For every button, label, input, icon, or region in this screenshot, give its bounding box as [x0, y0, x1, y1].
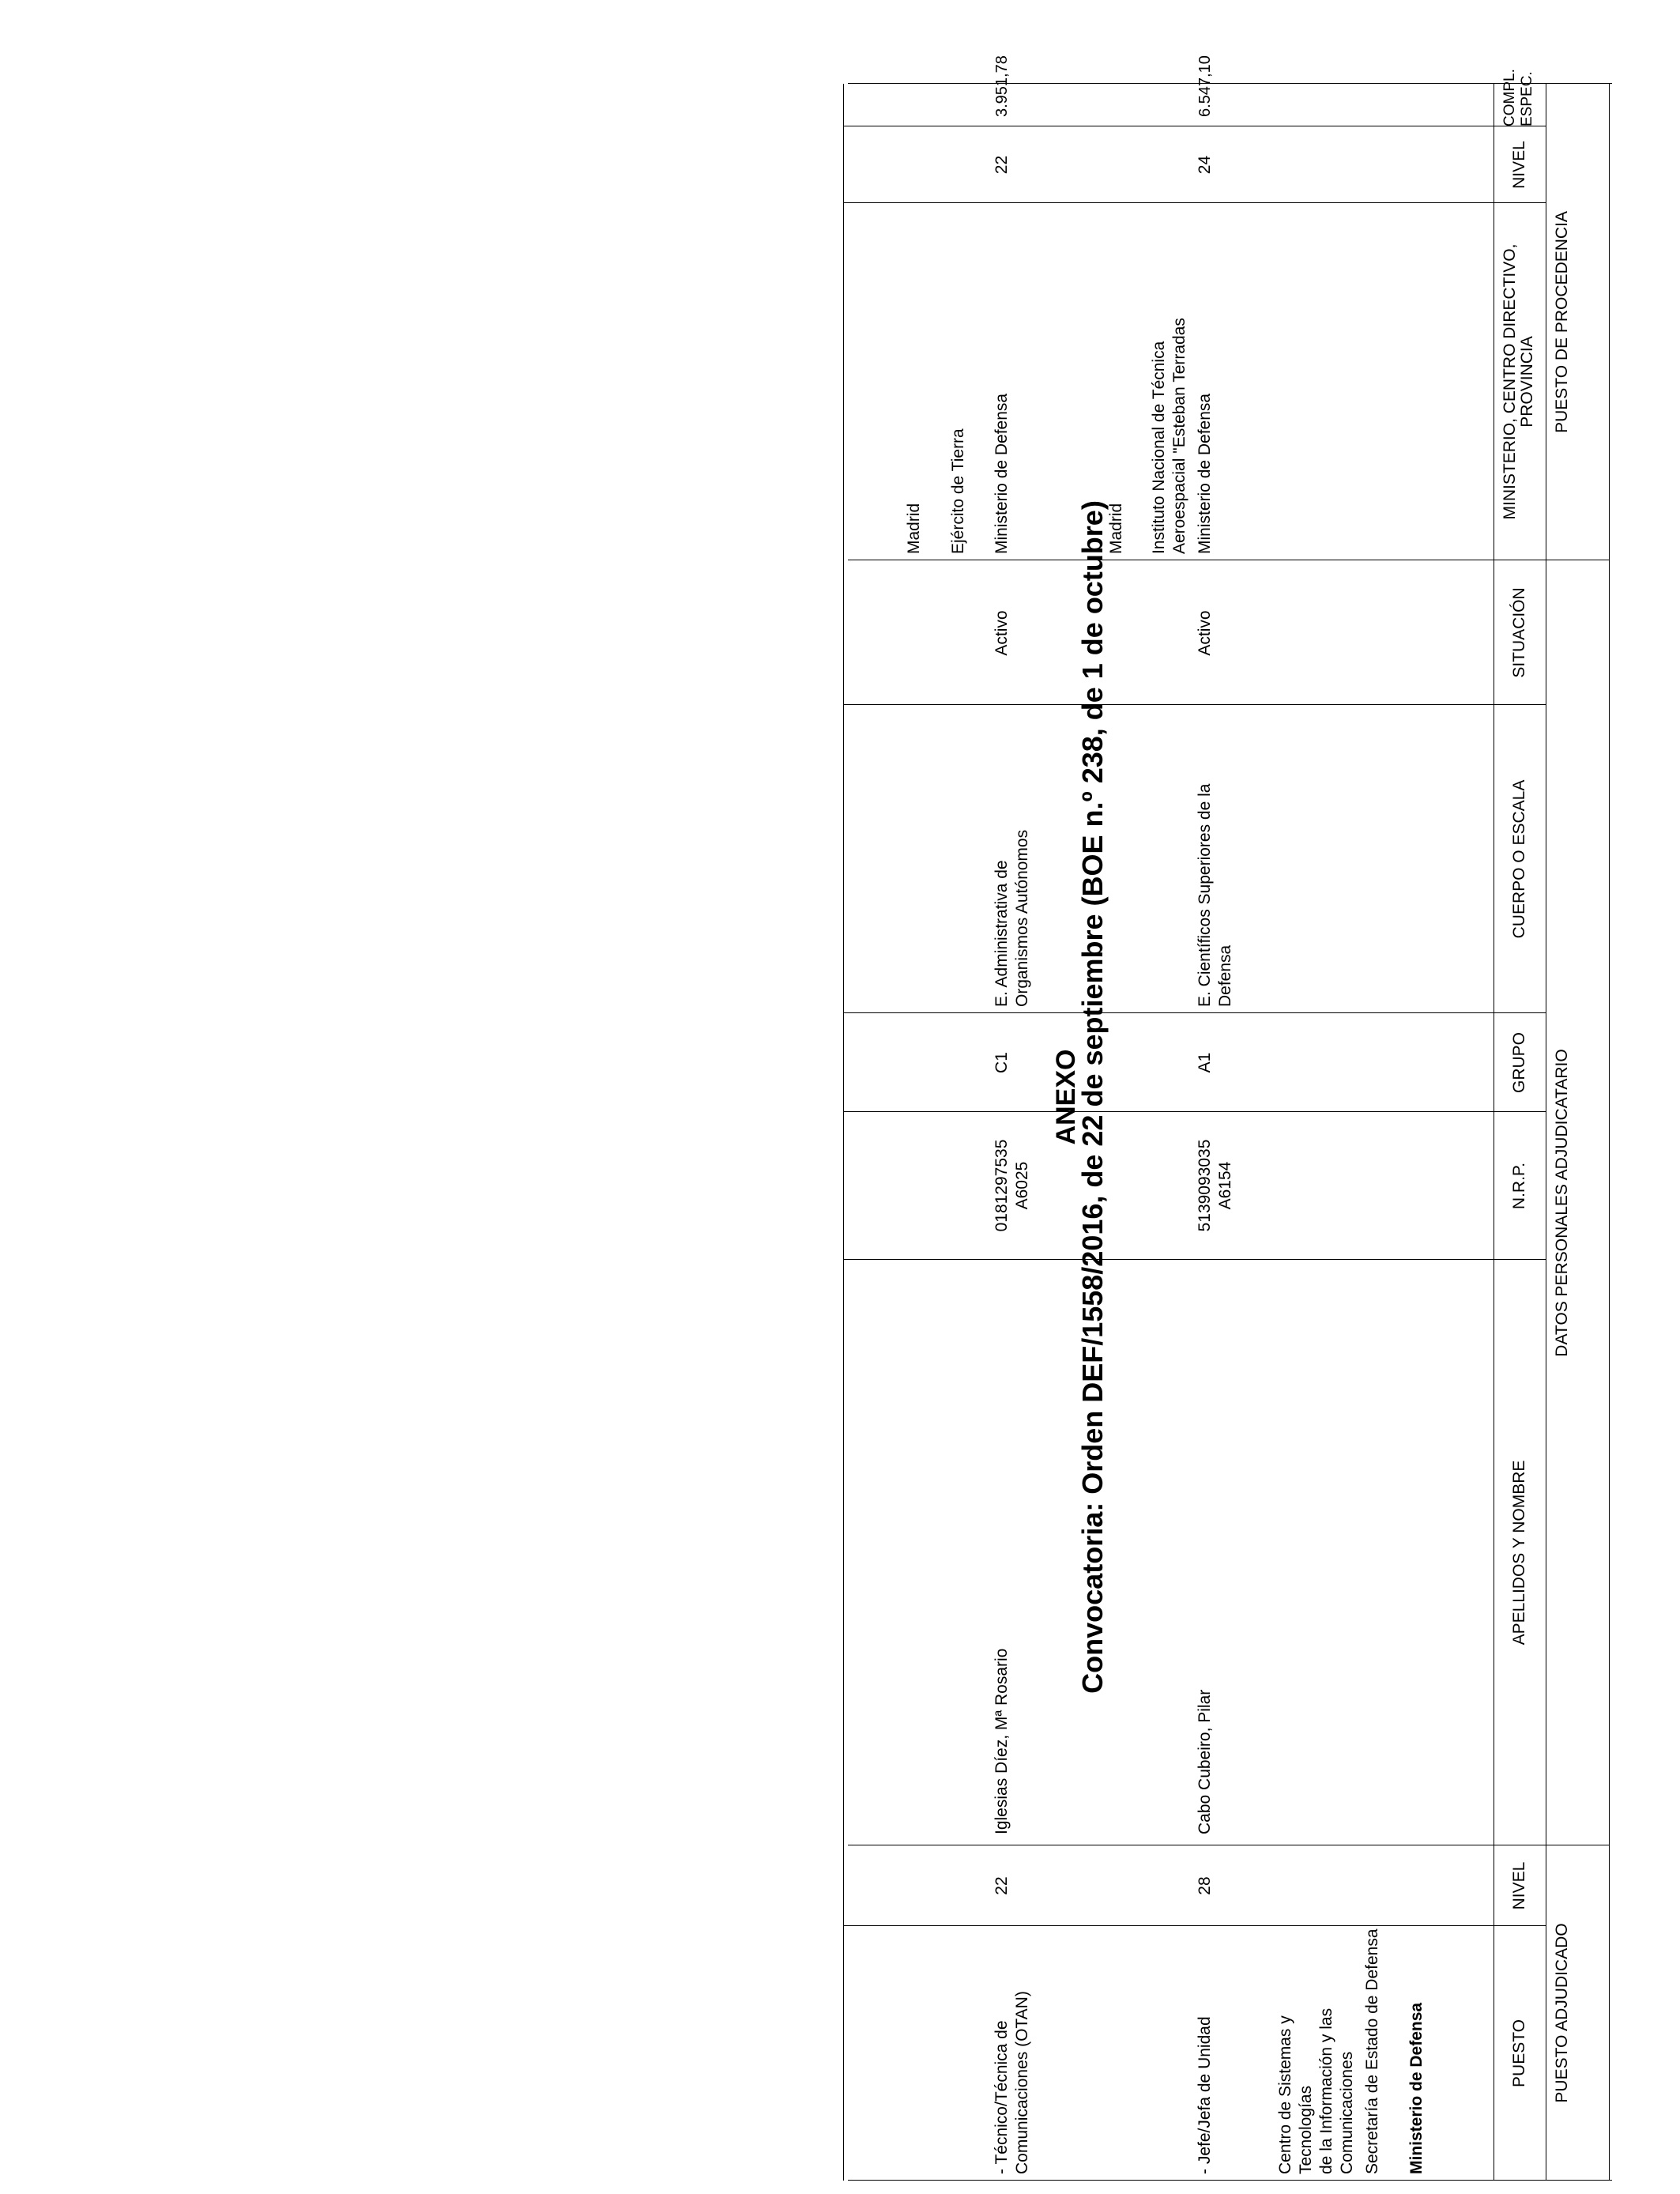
row2-grupo: C1: [993, 1052, 1011, 1073]
sep-cuerpo-situacion: [843, 704, 1546, 705]
row1-nivel-procedencia: 24: [1196, 155, 1214, 175]
col-cuerpo: CUERPO O ESCALA: [1510, 779, 1528, 939]
row2-puesto-line1: - Técnico/Técnica de: [993, 2020, 1011, 2174]
row2-nrp-line2: A6025: [1013, 1161, 1031, 1210]
col-grupo: GRUPO: [1510, 1032, 1528, 1094]
group-puesto-adjudicado: PUESTO ADJUDICADO: [1553, 1923, 1571, 2103]
centro-label: [1275, 1929, 1358, 2174]
sep-puesto-nivel: [843, 1925, 1546, 1926]
row2-provincia: Madrid: [905, 503, 923, 554]
col-situacion: SITUACIÓN: [1510, 587, 1528, 678]
col-ministerio-line2: PROVINCIA: [1518, 336, 1536, 428]
table-top: [1609, 84, 1610, 2181]
table-right-border: [848, 83, 1612, 84]
table-bottom: [843, 84, 844, 2181]
col-puesto: PUESTO: [1510, 2019, 1528, 2087]
sep-apellidos-nrp: [843, 1259, 1546, 1260]
row1-puesto: - Jefe/Jefa de Unidad: [1196, 2016, 1214, 2174]
row2-cuerpo: [992, 710, 1033, 1007]
sep-grupo-cuerpo: [843, 1012, 1546, 1013]
page-subtitle: Convocatoria: Orden DEF/1558/2016, de 22 de septiembre (BOE n.º 238, de 1 de octubre): [1076, 500, 1109, 1694]
row1-nivel: 28: [1196, 1876, 1214, 1895]
row2-nrp-line1: 0181297535: [993, 1139, 1011, 1232]
sep-nrp-grupo: [843, 1111, 1546, 1112]
col-nivel: NIVEL: [1510, 1861, 1528, 1910]
row2-nrp: [992, 1118, 1033, 1253]
row2-cuerpo-line2: Organismos Autónomos: [1013, 829, 1031, 1007]
row1-grupo: A1: [1196, 1052, 1214, 1073]
col-ministerio: [1501, 203, 1536, 560]
col-compl-line1: COMPL.: [1501, 69, 1518, 126]
table-left-border: [848, 2180, 1612, 2181]
row1-provincia: Madrid: [1107, 503, 1125, 554]
row2-puesto: [992, 1929, 1033, 2174]
centro-line-2: de la Información y las: [1317, 2007, 1335, 2174]
row2-nivel-procedencia: 22: [993, 155, 1011, 175]
row2-compl: 3.951,78: [993, 55, 1011, 117]
group-datos-personales: DATOS PERSONALES ADJUDICATARIO: [1553, 1049, 1571, 1357]
row1-nrp-line2: A6154: [1216, 1161, 1234, 1210]
row1-apellidos: Cabo Cubeiro, Pilar: [1196, 1689, 1214, 1834]
col-nivel-procedencia: NIVEL: [1510, 141, 1528, 189]
row1-cuerpo: [1195, 710, 1236, 1007]
col-nrp: N.R.P.: [1510, 1162, 1528, 1210]
row2-nivel: 22: [993, 1876, 1011, 1895]
row1-centro-line2: Aeroespacial "Esteban Terradas: [1170, 318, 1188, 554]
page-title: ANEXO: [1051, 1049, 1081, 1145]
row2-situacion: Activo: [993, 610, 1011, 656]
col-apellidos: APELLIDOS Y NOMBRE: [1510, 1460, 1528, 1646]
col-ministerio-line1: MINISTERIO, CENTRO DIRECTIVO,: [1501, 243, 1519, 520]
row1-nrp: [1195, 1118, 1236, 1253]
row1-cuerpo-line1: E. Científicos Superiores de la: [1196, 783, 1214, 1007]
centro-line-3: Comunicaciones: [1338, 2051, 1356, 2174]
row1-ministerio: Ministerio de Defensa: [1196, 393, 1214, 554]
row2-ministerio: Ministerio de Defensa: [993, 393, 1011, 554]
row1-cuerpo-line2: Defensa: [1216, 944, 1234, 1007]
group-puesto-procedencia: PUESTO DE PROCEDENCIA: [1553, 211, 1571, 433]
row1-centro-line1: Instituto Nacional de Técnica: [1150, 341, 1168, 554]
sep-ministerio-nivel: [843, 202, 1546, 203]
col-compl-line2: ESPEC.: [1519, 71, 1535, 126]
row2-centro: Ejército de Tierra: [949, 428, 967, 554]
row1-centro: [1149, 206, 1190, 554]
ministry-heading: Ministerio de Defensa: [1407, 2002, 1426, 2174]
secretaria-label: Secretaría de Estado de Defensa: [1363, 1928, 1381, 2174]
centro-line-1: Centro de Sistemas y Tecnologías: [1276, 2015, 1315, 2174]
row1-compl: 6.547,10: [1196, 55, 1214, 117]
row1-nrp-line1: 5139093035: [1196, 1139, 1214, 1232]
col-compl-espec: [1501, 69, 1536, 126]
row2-puesto-line2: Comunicaciones (OTAN): [1013, 1991, 1031, 2174]
row1-situacion: Activo: [1196, 610, 1214, 656]
row2-apellidos: Iglesias Díez, Mª Rosario: [993, 1648, 1011, 1834]
row2-cuerpo-line1: E. Administrativa de: [993, 860, 1011, 1007]
